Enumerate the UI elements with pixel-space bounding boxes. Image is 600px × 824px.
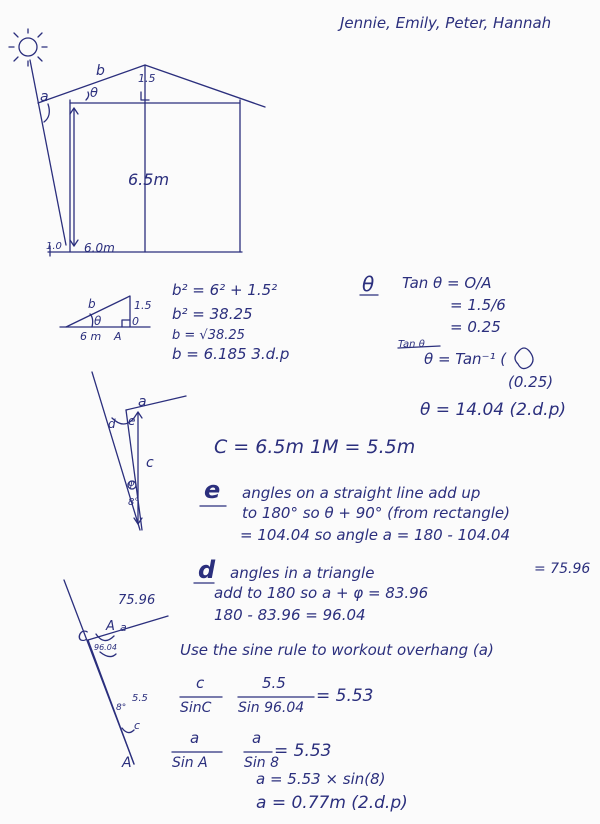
d3-label-8: 8° [116, 703, 127, 713]
pythag-line-2: b² = 38.25 [172, 305, 253, 323]
overhang-line-2: a = 0.77m (2.d.p) [256, 793, 408, 813]
theta-line-5: (0.25) [508, 373, 554, 391]
d3-label-a: a [120, 621, 127, 634]
sine-result-1: = 5.53 [316, 686, 374, 706]
e-line-1: angles on a straight line add up [242, 484, 481, 502]
label-bottom-left: 1.0 [46, 241, 62, 252]
tri-label-side: 1.5 [134, 299, 152, 312]
label-roof-height: 1.5 [138, 72, 156, 85]
frac1-numerator: c [196, 674, 205, 692]
theta-line-2: = 1.5/6 [450, 296, 506, 314]
theta-line-3: = 0.25 [450, 318, 501, 336]
tri-label-theta: θ [94, 314, 102, 328]
frac3-numerator: a [190, 729, 200, 747]
pythag-line-4: b = 6.185 3.d.p [172, 345, 290, 363]
d3-label-angle: 75.96 [118, 593, 156, 608]
theta-struck: Tan θ [398, 339, 425, 350]
tri-label-a: A [114, 330, 122, 343]
sine-result-2: = 5.53 [274, 741, 332, 761]
d3-label-A-bottom: A [122, 755, 132, 771]
d2-label-d: d [108, 417, 116, 431]
pythag-line-1: b² = 6² + 1.5² [172, 281, 278, 299]
d3-label-A-top: A [106, 619, 115, 634]
cloud-scribble [515, 348, 533, 369]
d-line-1: angles in a triangle [230, 564, 375, 582]
d2-label-a: a [138, 394, 147, 410]
e-letter: e [204, 476, 221, 504]
sun-ray-line [30, 60, 66, 245]
theta-line-1: Tan θ = O/A [402, 274, 492, 292]
overhang-line-1: a = 5.53 × sin(8) [256, 770, 386, 788]
c-equation: C = 6.5m 1M = 5.5m [214, 436, 416, 458]
d2-label-c: c [146, 455, 154, 471]
label-b: b [96, 63, 105, 79]
pythag-line-3: b = √38.25 [172, 328, 245, 343]
sun-icon [9, 29, 47, 66]
frac2-denominator: Sin 96.04 [238, 700, 305, 716]
d-letter: d [198, 556, 216, 584]
theta-line-4: θ = Tan⁻¹ ( [424, 350, 507, 368]
label-theta: θ [90, 86, 98, 101]
authors-line: Jennie, Emily, Peter, Hannah [340, 14, 552, 32]
theta-symbol: θ [362, 272, 375, 296]
frac4-numerator: a [252, 729, 262, 747]
d-line-2: add to 180 so a + φ = 83.96 [214, 584, 429, 602]
label-house-height: 6.5m [128, 170, 170, 189]
theta-line-6: θ = 14.04 (2.d.p) [420, 400, 566, 420]
tri-label-base: 6 m [80, 330, 102, 343]
d-line-3: 180 - 83.96 = 96.04 [214, 606, 366, 624]
d3-label-C: C [78, 629, 88, 645]
label-house-width: 6.0m [84, 241, 115, 255]
d2-label-8: 8° [128, 497, 140, 508]
e-line-4: = 75.96 [534, 561, 591, 577]
e-line-3: = 104.04 so angle a = 180 - 104.04 [240, 526, 511, 544]
d3-label-55: 5.5 [132, 693, 148, 704]
house-outline [38, 65, 265, 256]
label-a: a [40, 89, 49, 105]
frac1-denominator: SinC [180, 700, 212, 716]
tri-label-zero: 0 [132, 315, 139, 328]
e-line-2: to 180° so θ + 90° (from rectangle) [242, 504, 510, 522]
tri-label-b: b [88, 297, 96, 311]
frac2-numerator: 5.5 [262, 674, 286, 692]
d3-label-c: c [134, 719, 141, 732]
d3-label-angle2: 96.04 [94, 643, 117, 652]
sine-rule-intro: Use the sine rule to workout overhang (a) [180, 641, 494, 659]
d2-label-phi: φ [128, 478, 135, 489]
frac4-denominator: Sin 8 [244, 755, 280, 771]
frac3-denominator: Sin A [172, 755, 208, 771]
d2-label-e: e [128, 414, 136, 428]
